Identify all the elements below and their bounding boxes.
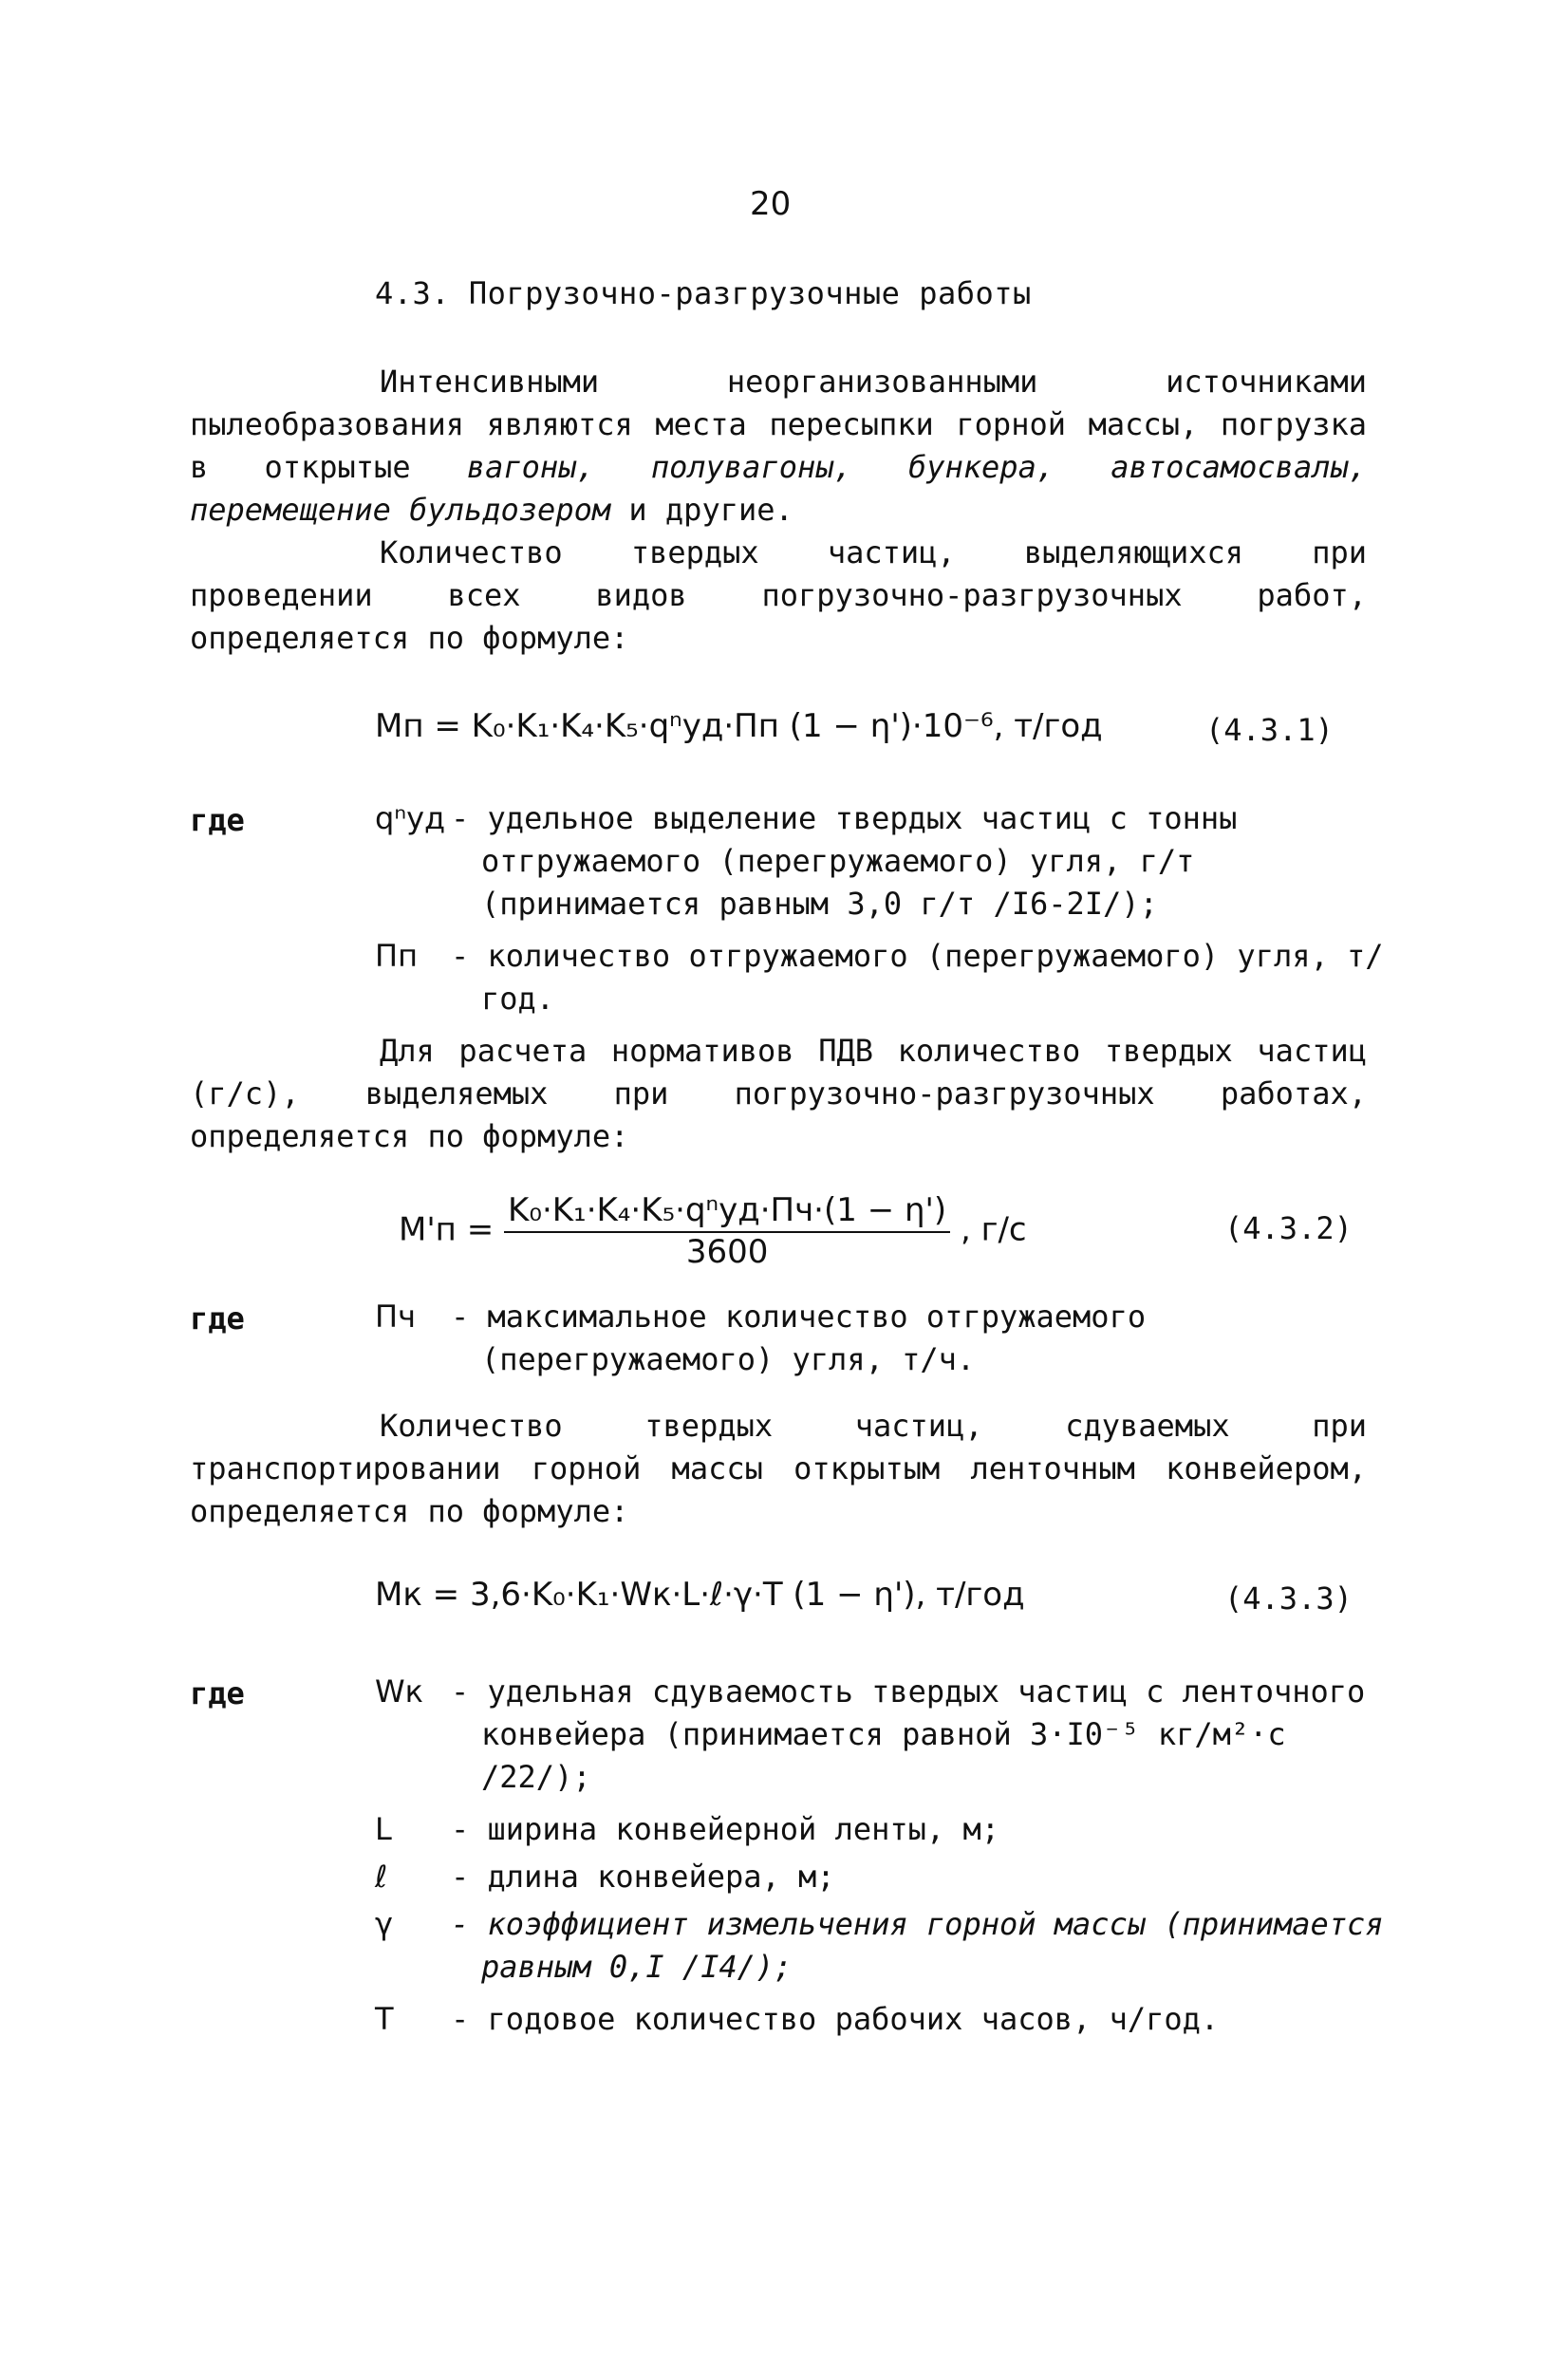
definition-text: - максимальное количество отгружаемого (перегружаемого) угля, т/ч.: [451, 1299, 1147, 1377]
paragraph-formula-intro-1: Количество твердых частиц, выделяющихся при проведении всех видов погрузочно-разгрузочных работ, определяется по формуле:: [190, 534, 1367, 656]
definition-text: - удельная сдуваемость твердых частиц с ленточного конвейера (принимается равной 3·I0⁻⁵ кг/м²·с /22/);: [451, 1673, 1366, 1795]
definition-symbol: T: [375, 2001, 394, 2037]
paragraph-formula-intro-2: Для расчета нормативов ПДВ количество твердых частиц (г/с), выделяемых при погрузочно-разгрузочных работах, определяется по формуле:: [190, 1033, 1367, 1154]
formula-4-3-2-numerator: K₀·K₁·K₄·K₅·qⁿуд·Пч·(1 − η'): [504, 1191, 950, 1233]
definition-text: - удельное выделение твердых частиц с тонны отгружаемого (перегружаемого) угля, г/т (принимается равным 3,0 г/т /I6-2I/);: [451, 800, 1238, 922]
definition-text: - годовое количество рабочих часов, ч/год.: [451, 2001, 1220, 2037]
definition-w-k: [375, 1671, 1367, 1799]
definition-symbol: ℓ: [375, 1859, 388, 1895]
formula-4-3-2-fraction: [504, 1191, 950, 1271]
paragraph-sources-text-c: и другие.: [610, 492, 793, 528]
formula-4-3-2-lhs: M'п =: [399, 1210, 495, 1249]
formula-4-3-2-unit: , г/с: [960, 1210, 1027, 1249]
paragraph-formula-intro-3: Количество твердых частиц, сдуваемых при транспортировании горной массы открытым ленточным конвейером, определяется по формуле:: [190, 1408, 1367, 1529]
definition-q-ud: [375, 797, 1367, 925]
definition-p-ch: [375, 1296, 1367, 1381]
formula-4-3-2-denominator: 3600: [685, 1233, 769, 1271]
formula-number-4-3-2: (4.3.2): [1224, 1210, 1353, 1246]
where-label-3: где: [190, 1675, 245, 1711]
definition-p-p: [375, 935, 1384, 1020]
definition-symbol: L: [375, 1811, 392, 1847]
definition-symbol: Пч: [375, 1299, 416, 1335]
definition-gamma: [375, 1903, 1384, 1989]
definition-symbol: γ: [375, 1906, 393, 1942]
formula-number-4-3-3: (4.3.3): [1224, 1580, 1353, 1617]
definition-l-width: [375, 1808, 1367, 1851]
formula-number-4-3-1: (4.3.1): [1205, 712, 1334, 748]
definition-text: - ширина конвейерной ленты, м;: [451, 1811, 999, 1847]
section-heading: 4.3. Погрузочно-разгрузочные работы: [375, 275, 1032, 311]
definition-text: - длина конвейера, м;: [451, 1859, 835, 1895]
formula-4-3-1: Mп = K₀·K₁·K₄·K₅·qⁿуд·Пп (1 − η')·10⁻⁶, т/год: [375, 707, 1103, 745]
definition-text: - коэффициент измельчения горной массы (принимается равным 0,I /I4/);: [451, 1906, 1384, 1985]
where-label-2: где: [190, 1300, 245, 1336]
where-label-1: где: [190, 802, 245, 838]
formula-4-3-3: Mк = 3,6·K₀·K₁·Wк·L·ℓ·γ·T (1 − η'), т/год: [375, 1576, 1025, 1614]
definition-symbol: qⁿуд: [375, 800, 446, 836]
formula-4-3-2: [399, 1191, 1027, 1271]
definition-symbol: Пп: [375, 938, 418, 974]
definition-t: [375, 1998, 1367, 2041]
page-number: 20: [750, 185, 792, 223]
paragraph-sources-italic: вагоны, полувагоны, бункера, автосамосвалы, перемещение бульдозером: [190, 449, 1368, 528]
definition-l-length: [375, 1856, 1367, 1898]
paragraph-sources-text-a: Интенсивными неорганизованными источниками пылеобразования являются места пересыпки горной массы, погрузка в открытые: [190, 364, 1367, 485]
definition-text: - количество отгружаемого (перегружаемого) угля, т/год.: [451, 938, 1384, 1017]
definition-symbol: Wк: [375, 1673, 423, 1710]
paragraph-sources: [190, 361, 1367, 532]
